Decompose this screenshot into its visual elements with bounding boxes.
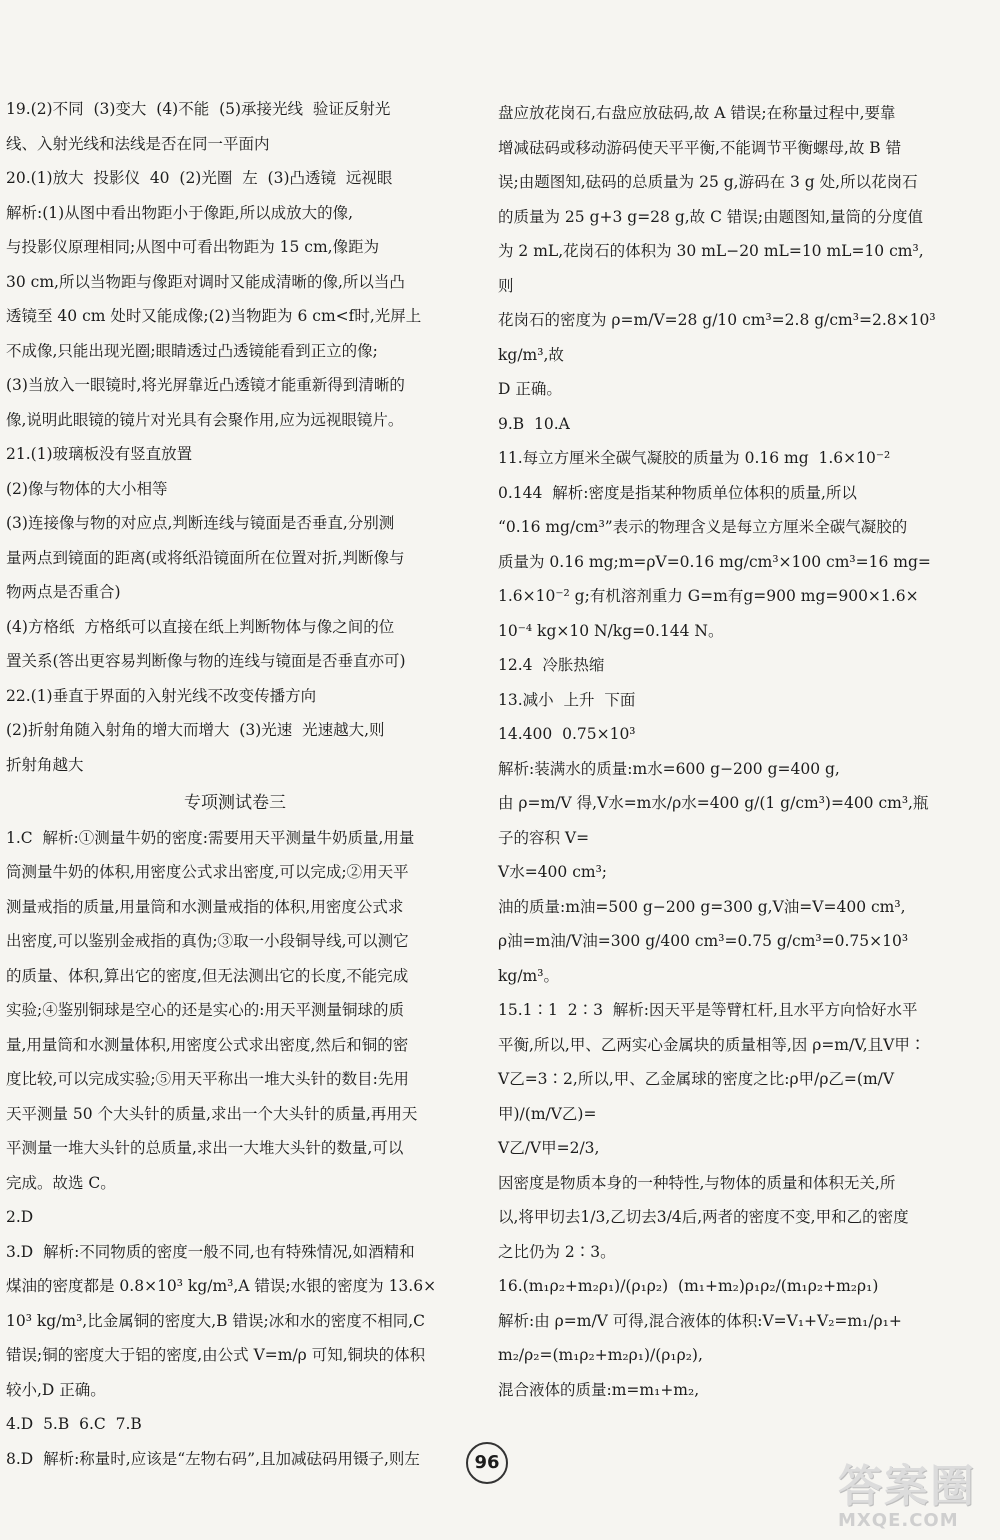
text-line: 混合液体的质量:m=m₁+m₂,	[498, 1380, 700, 1399]
text-line: 11.每立方厘米全碳气凝胶的质量为 0.16 mg 1.6×10⁻²	[498, 449, 891, 467]
text-line: 2.D	[6, 1208, 34, 1226]
text-line: 完成。故选 C。	[6, 1173, 116, 1192]
watermark-main-text: 答案圈	[838, 1461, 976, 1512]
text-line: 1.C 解析:①测量牛奶的密度:需要用天平测量牛奶质量,用量	[6, 828, 415, 847]
left-answers-bottom	[6, 821, 464, 1477]
text-line: 为 2 mL,花岗石的体积为 30 mL−20 mL=10 mL=10 cm³,则	[498, 242, 924, 295]
text-line: 以,将甲切去1/3,乙切去3/4后,两者的密度不变,甲和乙的密度	[498, 1208, 909, 1226]
text-line: 质量为 0.16 mg;m=ρV=0.16 mg/cm³×100 cm³=16 mg=	[498, 552, 931, 571]
text-line: 10⁻⁴ kg×10 N/kg=0.144 N。	[498, 621, 724, 640]
text-line: 22.(1)垂直于界面的入射光线不改变传播方向	[6, 686, 317, 705]
text-line: 4.D 5.B 6.C 7.B	[6, 1415, 142, 1433]
text-line: 9.B 10.A	[498, 414, 570, 433]
text-line: 煤油的密度都是 0.8×10³ kg/m³,A 错误;水银的密度为 13.6×	[6, 1277, 437, 1295]
text-line: 8.D 解析:称量时,应该是“左物右码”,且加减砝码用镊子,则左	[6, 1449, 420, 1468]
text-line: 量两点到镜面的距离(或将纸沿镜面所在位置对折,判断像与	[6, 548, 405, 567]
watermark-logo	[838, 1450, 988, 1536]
text-line: 14.400 0.75×10³	[498, 725, 636, 743]
text-line: 由 ρ=m/V 得,V水=m水/ρ水=400 g/(1 g/cm³)=400 cm³,瓶子的容积 V=	[498, 794, 929, 847]
text-line: 测量戒指的质量,用量筒和水测量戒指的体积,用密度公式求	[6, 897, 404, 916]
text-line: (3)连接像与物的对应点,判断连线与镜面是否垂直,分别测	[6, 514, 395, 532]
text-line: 与投影仪原理相同;从图中可看出物距为 15 cm,像距为	[6, 238, 380, 256]
text-line: 1.6×10⁻² g;有机溶剂重力 G=m有g=900 mg=900×1.6×	[498, 587, 919, 605]
text-line: 解析:装满水的质量:m水=600 g−200 g=400 g,	[498, 759, 840, 778]
page-number: 96	[466, 1442, 508, 1484]
text-line: 透镜至 40 cm 处时又能成像;(2)当物距为 6 cm<f时,光屏上	[6, 307, 422, 325]
text-line: 19.(2)不同 (3)变大 (4)不能 (5)承接光线 验证反射光	[6, 100, 391, 118]
watermark-url: MXQE.COM	[838, 1510, 959, 1531]
text-line: 筒测量牛奶的体积,用密度公式求出密度,可以完成;②用天平	[6, 863, 409, 881]
left-column	[6, 92, 464, 1476]
text-line: (3)当放入一眼镜时,将光屏靠近凸透镜才能重新得到清晰的	[6, 376, 405, 394]
left-answers-top	[6, 92, 464, 782]
text-line: 线、入射光线和法线是否在同一平面内	[6, 134, 270, 153]
text-line: 折射角越大	[6, 755, 84, 774]
text-line: 度比较,可以完成实验;⑤用天平称出一堆大头针的数目:先用	[6, 1070, 409, 1088]
text-line: 误;由题图知,砝码的总质量为 25 g,游码在 3 g 处,所以花岗石	[498, 173, 918, 191]
text-line: 13.减小 上升 下面	[498, 690, 636, 709]
section-title: 专项测试卷三	[184, 793, 286, 813]
text-line: 平衡,所以,甲、乙两实心金属块的质量相等,因 ρ=m/V,且V甲∶	[498, 1035, 926, 1054]
text-line: V乙/V甲=2/3,	[498, 1139, 600, 1157]
text-line: (4)方格纸 方格纸可以直接在纸上判断物体与像之间的位	[6, 617, 395, 636]
text-line: 解析:(1)从图中看出物距小于像距,所以成放大的像,	[6, 203, 354, 222]
text-line: V水=400 cm³;	[498, 863, 608, 881]
text-line: 30 cm,所以当物距与像距对调时又能成清晰的像,所以当凸	[6, 272, 405, 291]
text-line: 10³ kg/m³,比金属铜的密度大,B 错误;冰和水的密度不相同,C	[6, 1311, 425, 1330]
text-line: 像,说明此眼镜的镜片对光具有会聚作用,应为远视眼镜片。	[6, 410, 404, 429]
text-line: 不成像,只能出现光圈;眼睛透过凸透镜能看到正立的像;	[6, 341, 378, 360]
text-line: 置关系(答出更容易判断像与物的连线与镜面是否垂直亦可)	[6, 652, 406, 670]
text-line: 因密度是物质本身的一种特性,与物体的质量和体积无关,所	[498, 1173, 896, 1192]
text-line: 的质量、体积,算出它的密度,但无法测出它的长度,不能完成	[6, 966, 409, 985]
text-line: 16.(m₁ρ₂+m₂ρ₁)/(ρ₁ρ₂) (m₁+m₂)ρ₁ρ₂/(m₁ρ₂+m₂ρ₁)	[498, 1277, 879, 1295]
text-line: 油的质量:m油=500 g−200 g=300 g,V油=V=400 cm³,	[498, 897, 906, 916]
text-line: 盘应放花岗石,右盘应放砝码,故 A 错误;在称量过程中,要靠	[498, 104, 896, 122]
text-line: 花岗石的密度为 ρ=m/V=28 g/10 cm³=2.8 g/cm³=2.8×10³ kg/m³,故	[498, 311, 941, 364]
right-column	[498, 96, 941, 1407]
text-line: 物两点是否重合)	[6, 583, 121, 601]
text-line: 错误;铜的密度大于铝的密度,由公式 V=m/ρ 可知,铜块的体积	[6, 1346, 426, 1364]
text-line: 实验;④鉴别铜球是空心的还是实心的:用天平测量铜球的质	[6, 1001, 404, 1019]
text-line: 15.1∶1 2∶3 解析:因天平是等臂杠杆,且水平方向恰好水平	[498, 1001, 918, 1019]
text-line: 20.(1)放大 投影仪 40 (2)光圈 左 (3)凸透镜 远视眼	[6, 169, 393, 187]
text-line: (2)像与物体的大小相等	[6, 479, 168, 498]
text-line: 平测量一堆大头针的总质量,求出一大堆大头针的数量,可以	[6, 1139, 404, 1157]
text-line: V乙=3∶2,所以,甲、乙金属球的密度之比:ρ甲/ρ乙=(m/V甲)/(m/V乙)=	[498, 1070, 895, 1123]
text-line: “0.16 mg/cm³”表示的物理含义是每立方厘米全碳气凝胶的	[498, 518, 908, 536]
text-line: 3.D 解析:不同物质的密度一般不同,也有特殊情况,如酒精和	[6, 1242, 415, 1261]
text-line: 21.(1)玻璃板没有竖直放置	[6, 445, 193, 463]
text-line: D 正确。	[498, 380, 562, 398]
text-line: 0.144 解析:密度是指某种物质单位体积的质量,所以	[498, 483, 857, 502]
text-line: 天平测量 50 个大头针的质量,求出一个大头针的质量,再用天	[6, 1104, 418, 1123]
text-line: 的质量为 25 g+3 g=28 g,故 C 错误;由题图知,量筒的分度值	[498, 207, 924, 226]
text-line: (2)折射角随入射角的增大而增大 (3)光速 光速越大,则	[6, 721, 385, 739]
text-line: 量,用量筒和水测量体积,用密度公式求出密度,然后和铜的密	[6, 1035, 409, 1054]
text-line: 较小,D 正确。	[6, 1380, 106, 1399]
text-line: ρ油=m油/V油=300 g/400 cm³=0.75 g/cm³=0.75×10³ kg/m³。	[498, 932, 913, 985]
text-line: 12.4 冷胀热缩	[498, 656, 605, 674]
text-line: m₂/ρ₂=(m₁ρ₂+m₂ρ₁)/(ρ₁ρ₂),	[498, 1346, 703, 1364]
text-line: 出密度,可以鉴别金戒指的真伪;③取一小段铜导线,可以测它	[6, 932, 409, 950]
text-line: 增减砝码或移动游码使天平平衡,不能调节平衡螺母,故 B 错	[498, 138, 902, 157]
text-line: 之比仍为 2∶3。	[498, 1242, 616, 1261]
text-line: 解析:由 ρ=m/V 可得,混合液体的体积:V=V₁+V₂=m₁/ρ₁+	[498, 1311, 902, 1330]
